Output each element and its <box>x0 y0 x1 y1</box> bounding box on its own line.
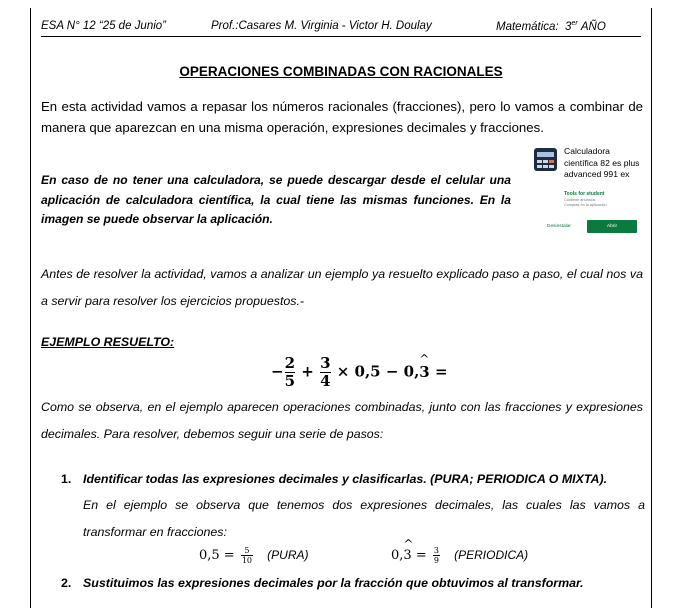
fraction-3-4: $\frac{3}{4}$ <box>320 354 331 390</box>
fraction-2-5: $\frac{2}{5}$ <box>284 354 296 390</box>
step-1-number: 1. <box>61 472 72 486</box>
app-info-ads: Contiene anuncios <box>564 198 596 202</box>
eq-plus: + <box>301 362 314 381</box>
label-periodic: (PERIODICA) <box>454 548 529 562</box>
calculator-app-icon <box>534 148 557 171</box>
app-info <box>564 198 607 208</box>
eq-minus: − <box>271 362 284 381</box>
conversion-periodic-eq: = <box>415 548 427 563</box>
document-page <box>30 8 652 608</box>
step-2-text: Sustituimos las expresiones decimales por la fracción que obtuvimos al transformar. <box>83 576 584 590</box>
teachers-name: Prof.:Casares M. Virginia - Victor H. Doulay <box>211 20 432 32</box>
fraction-5-10: $\frac{5}{10}$ <box>241 546 253 565</box>
uninstall-button: Desinstalar <box>547 224 571 229</box>
intro-paragraph: En esta actividad vamos a repasar los números racionales (fracciones), pero lo vamos a combinar de manera que aparezcan en una misma operación, expresiones decimales y fracciones. <box>41 99 643 135</box>
app-info-purchases: Compras en la aplicación <box>564 203 607 207</box>
fraction-3-9: $\frac{3}{9}$ <box>433 546 439 565</box>
step-1-text: Identificar todas las expresiones decimales y clasificarlas. (PURA; PERIODICA O MIXTA). <box>83 472 608 486</box>
year-superscript: er <box>571 20 578 27</box>
calculator-note: En caso de no tener una calculadora, se puede descargar desde el celular una aplicación de calculadora científica, la cual tiene las mismas funciones. En la imagen se puede observar la aplicación. <box>41 173 511 226</box>
document-title: OPERACIONES COMBINADAS CON RACIONALES <box>179 64 503 79</box>
example-equation <box>271 355 448 390</box>
subject-label <box>496 20 606 33</box>
page-header <box>41 18 641 37</box>
label-pure: (PURA) <box>267 548 309 562</box>
step-1-body: En el ejemplo se observa que tenemos dos expresiones decimales, las cuales las vamos a transformar en fracciones: <box>83 498 645 539</box>
eq-periodic-digit: ^ 3 <box>419 363 429 381</box>
app-developer: Tools for student <box>564 191 605 197</box>
eq-times: × 0,5 − 0, <box>336 362 420 381</box>
open-button: Abrir <box>587 220 637 233</box>
steps-intro-paragraph: Como se observa, en el ejemplo aparecen operaciones combinadas, junto con las fracciones y expresiones decimales. Para resolver, debemos seguir una serie de pasos: <box>41 400 643 441</box>
conversion-periodic <box>391 546 528 565</box>
conversion-pure <box>199 546 309 565</box>
step-2-number: 2. <box>61 576 72 590</box>
conversion-periodic-digit: ^ 3 <box>403 548 411 563</box>
conversion-pure-lhs: 0,5 = <box>199 548 235 563</box>
year-number: 3 <box>565 20 572 33</box>
eq-equals: = <box>434 362 448 381</box>
example-intro-paragraph: Antes de resolver la actividad, vamos a analizar un ejemplo ya resuelto explicado paso a paso, el cual nos va a servir para resolver los ejercicios propuestos.- <box>41 267 643 308</box>
calculator-app-card <box>531 140 641 238</box>
subject-text: Matemática: <box>496 20 559 33</box>
conversion-periodic-int: 0, <box>391 548 404 563</box>
app-name: Calculadora científica 82 es plus advanced 991 ex <box>564 146 640 179</box>
school-name: ESA N° 12 “25 de Junio” <box>41 20 166 32</box>
year-word: AÑO <box>580 20 606 33</box>
example-heading: EJEMPLO RESUELTO: <box>41 335 175 349</box>
